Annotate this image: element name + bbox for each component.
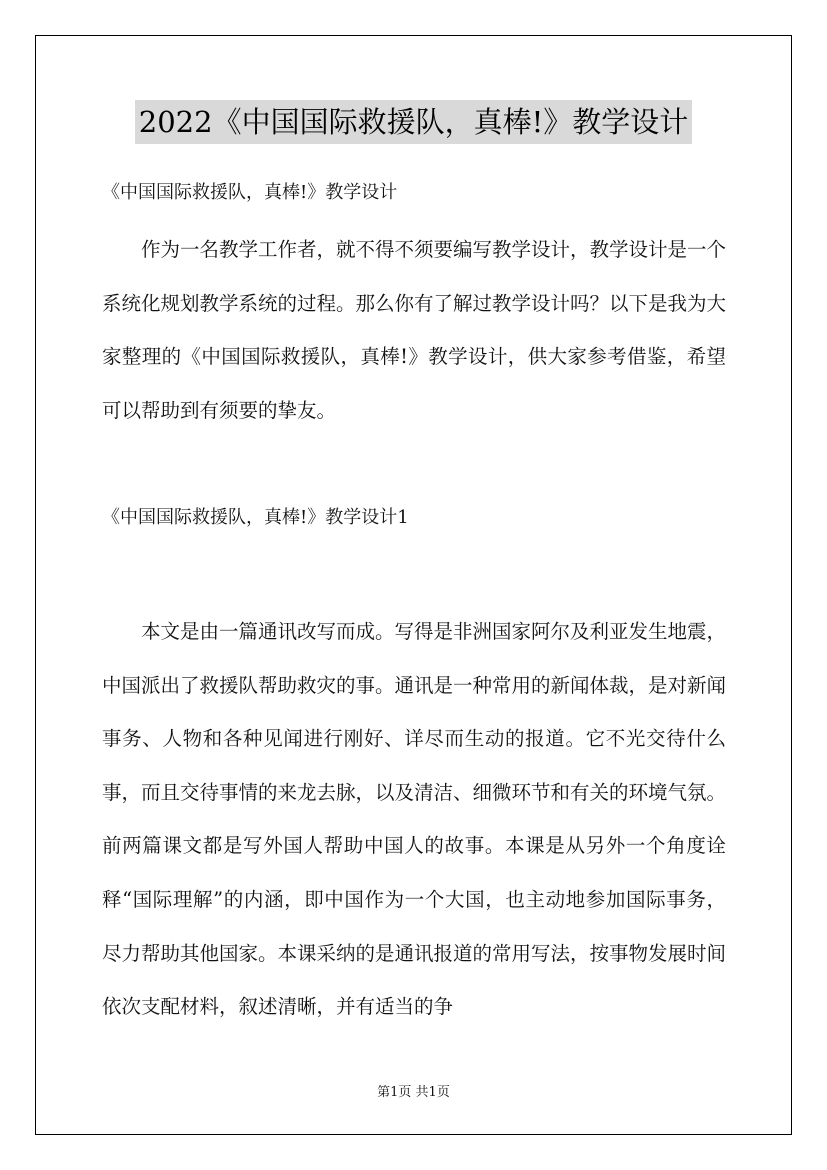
body-paragraph: 本文是由一篇通讯改写而成。写得是非洲国家阿尔及利亚发生地震，中国派出了救援队帮助救灾的事。通讯是一种常用的新闻体裁，是对新闻事务、人物和各种见闻进行刚好、详尽而生动的报道。它不光交待什么事，而且交待事情的来龙去脉，以及清洁、细微环节和有关的环境气氛。前两篇课文都是写外国人帮助中国人的故事。本课是从另外一个角度诠释“国际理解”的内涵，即中国作为一个大国，也主动地参加国际事务，尽力帮助其他国家。本课采纳的是通讯报道的常用写法，按事物发展时间依次支配材料，叙述清晰，并有适当的争 — [102, 620, 727, 1019]
intro-paragraph: 作为一名教学工作者，就不得不须要编写教学设计，教学设计是一个系统化规划教学系统的过程。那么你有了解过教学设计吗？以下是我为大家整理的《中国国际救援队，真棒!》教学设计，供大家参考借鉴，希望可以帮助到有须要的挚友。 — [102, 238, 727, 422]
section-heading: 《中国国际救援队，真棒!》教学设计1 — [102, 507, 409, 528]
document-subtitle: 《中国国际救援队，真棒!》教学设计 — [102, 182, 398, 203]
document-title: 2022《中国国际救援队，真棒!》教学设计 — [135, 100, 692, 144]
page-footer: 第1页 共1页 — [377, 1085, 450, 1100]
title-container — [0, 100, 827, 144]
